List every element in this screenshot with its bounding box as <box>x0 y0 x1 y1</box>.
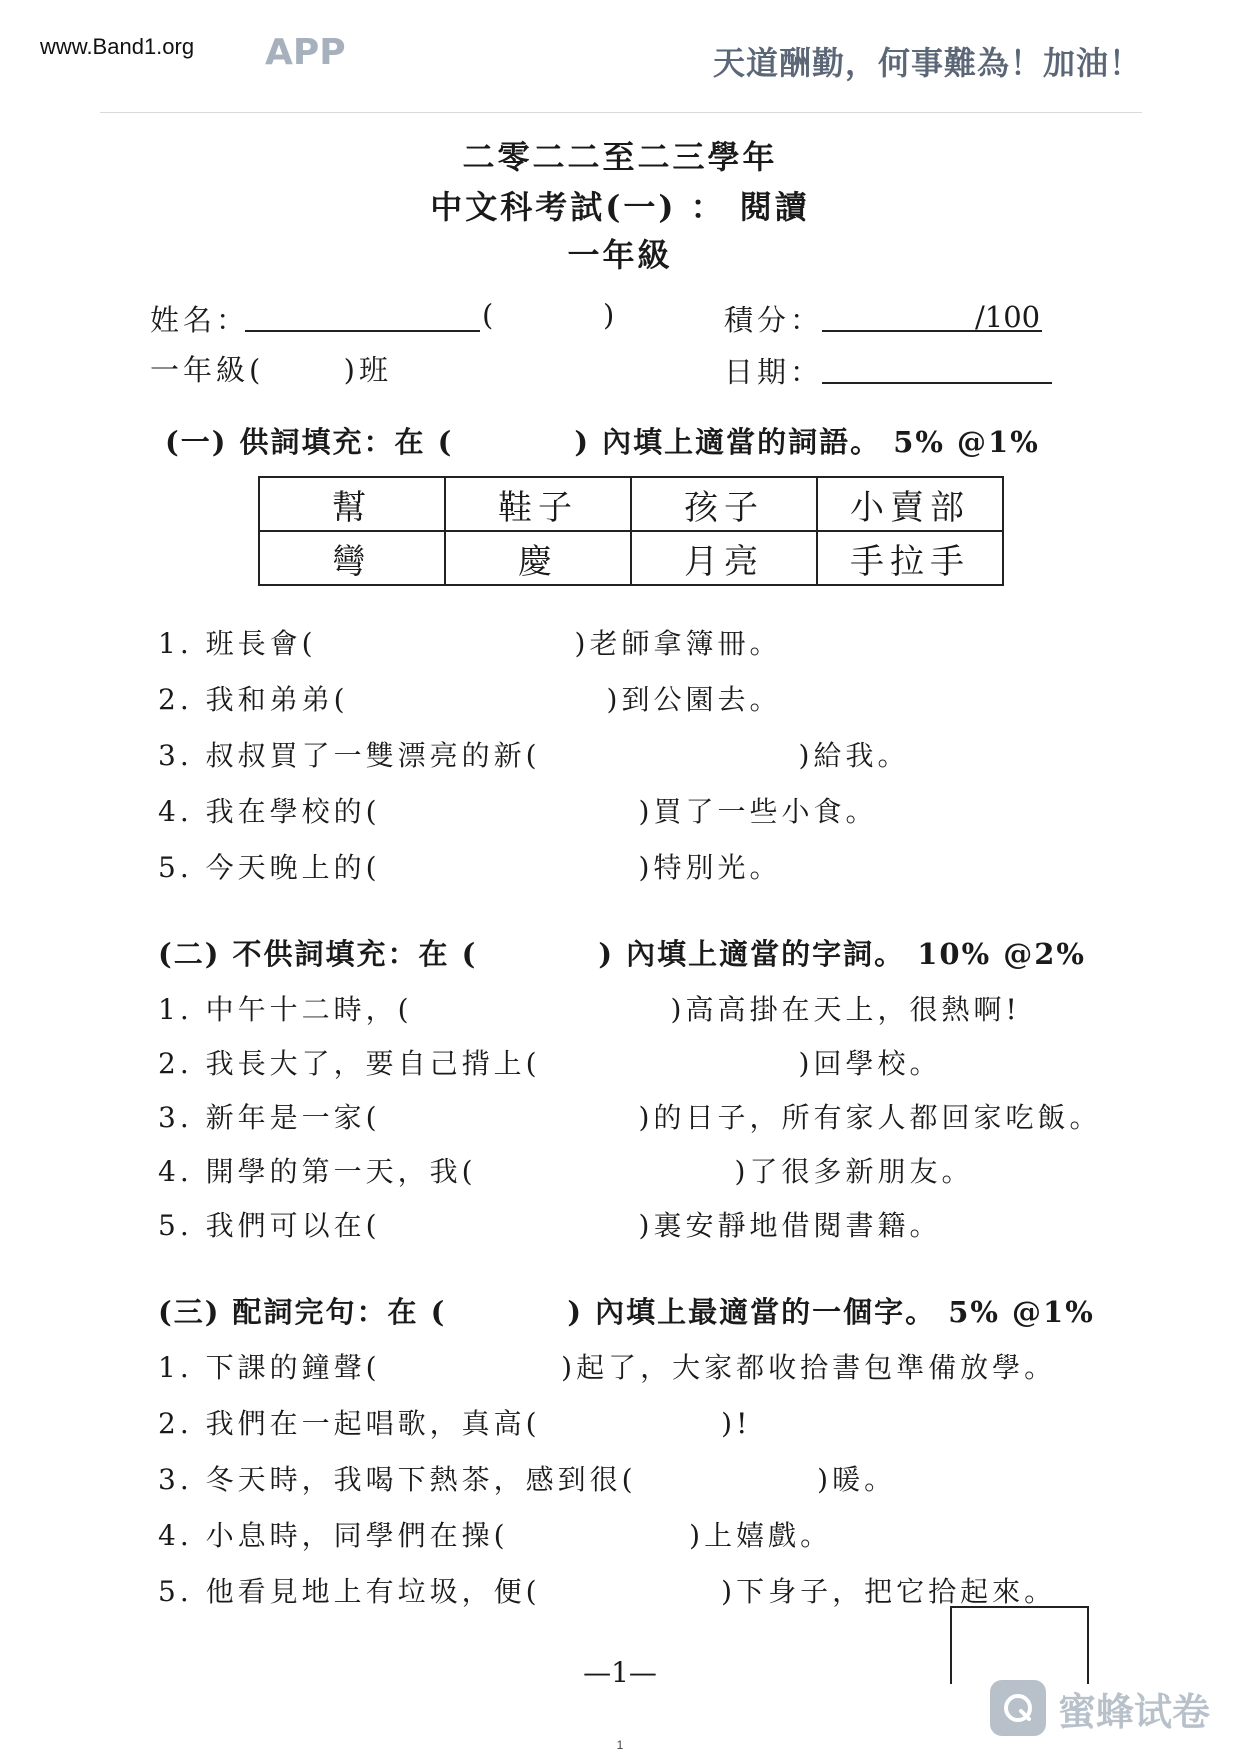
word-bank-cell: 小賣部 <box>817 477 1003 531</box>
class-label: 一年級( )班 <box>150 353 392 387</box>
section2-question-3: 3. 新年是一家( )的日子，所有家人都回家吃飯。 <box>158 1101 1102 1134</box>
section2-question-2: 2. 我長大了，要自己揹上( )回學校。 <box>158 1047 942 1080</box>
date-label: 日期： <box>724 355 824 389</box>
section2-question-1: 1. 中午十二時，( )高高掛在天上，很熱啊! <box>158 993 1021 1026</box>
section3-heading: (三) 配詞完句：在 ( ) 內填上最適當的一個字。 5% @1% <box>158 1295 1095 1329</box>
watermark-text: 蜜蜂试卷 <box>1058 1689 1211 1734</box>
exam-grade: 一年級 <box>567 236 673 274</box>
section3-question-2: 2. 我們在一起唱歌，真高( )! <box>158 1407 752 1440</box>
student-number-paren: ( ) <box>482 298 619 332</box>
word-bank-cell: 孩子 <box>631 477 817 531</box>
section3-question-3: 3. 冬天時，我喝下熱茶，感到很( )暖。 <box>158 1463 897 1496</box>
page-number-label: —1— <box>583 1656 657 1689</box>
section1-question-3: 3. 叔叔買了一雙漂亮的新( )給我。 <box>158 739 910 772</box>
section2-heading: (二) 不供詞填充：在 ( ) 內填上適當的字詞。 10% @2% <box>158 937 1086 971</box>
exam-year: 二零二二至二三學年 <box>462 138 778 176</box>
section3-question-4: 4. 小息時，同學們在操( )上嬉戲。 <box>158 1519 833 1552</box>
header-divider <box>100 112 1142 113</box>
word-bank-table <box>258 476 1004 586</box>
bee-logo-icon <box>990 1680 1046 1736</box>
section1-question-4: 4. 我在學校的( )買了一些小食。 <box>158 795 878 828</box>
section1-question-5: 5. 今天晚上的( )特別光。 <box>158 851 782 884</box>
section3-question-5: 5. 他看見地上有垃圾，便( )下身子，把它拾起來。 <box>158 1575 1057 1608</box>
word-bank-cell: 幫 <box>259 477 445 531</box>
date-field-line[interactable] <box>822 382 1052 384</box>
word-bank-cell: 手拉手 <box>817 531 1003 585</box>
watermark <box>990 1680 1210 1736</box>
section1-question-1: 1. 班長會( )老師拿簿冊。 <box>158 627 782 660</box>
word-bank-cell: 彎 <box>259 531 445 585</box>
section3-question-1: 1. 下課的鐘聲( )起了，大家都收拾書包準備放學。 <box>158 1351 1057 1384</box>
name-label: 姓名： <box>150 303 250 337</box>
section1-question-2: 2. 我和弟弟( )到公園去。 <box>158 683 782 716</box>
section1-heading: (一) 供詞填充：在 ( ) 內填上適當的詞語。 5% @1% <box>165 425 1040 459</box>
section2-question-4: 4. 開學的第一天，我( )了很多新朋友。 <box>158 1155 974 1188</box>
page-number: 1 <box>616 1738 624 1752</box>
header-slogan: 天道酬勤，何事難為！加油！ <box>712 44 1142 82</box>
score-label: 積分： <box>724 303 824 337</box>
word-bank-cell: 鞋子 <box>445 477 631 531</box>
section2-question-5: 5. 我們可以在( )裏安靜地借閱書籍。 <box>158 1209 942 1242</box>
word-bank-cell: 月亮 <box>631 531 817 585</box>
score-total: /100 <box>975 300 1041 334</box>
word-bank-cell: 慶 <box>445 531 631 585</box>
exam-subject: 中文科考試(一) ： 閱讀 <box>430 188 810 226</box>
site-url[interactable]: www.Band1.org <box>40 34 195 59</box>
app-brand-label: APP <box>265 32 346 73</box>
name-field-line[interactable] <box>245 330 480 332</box>
